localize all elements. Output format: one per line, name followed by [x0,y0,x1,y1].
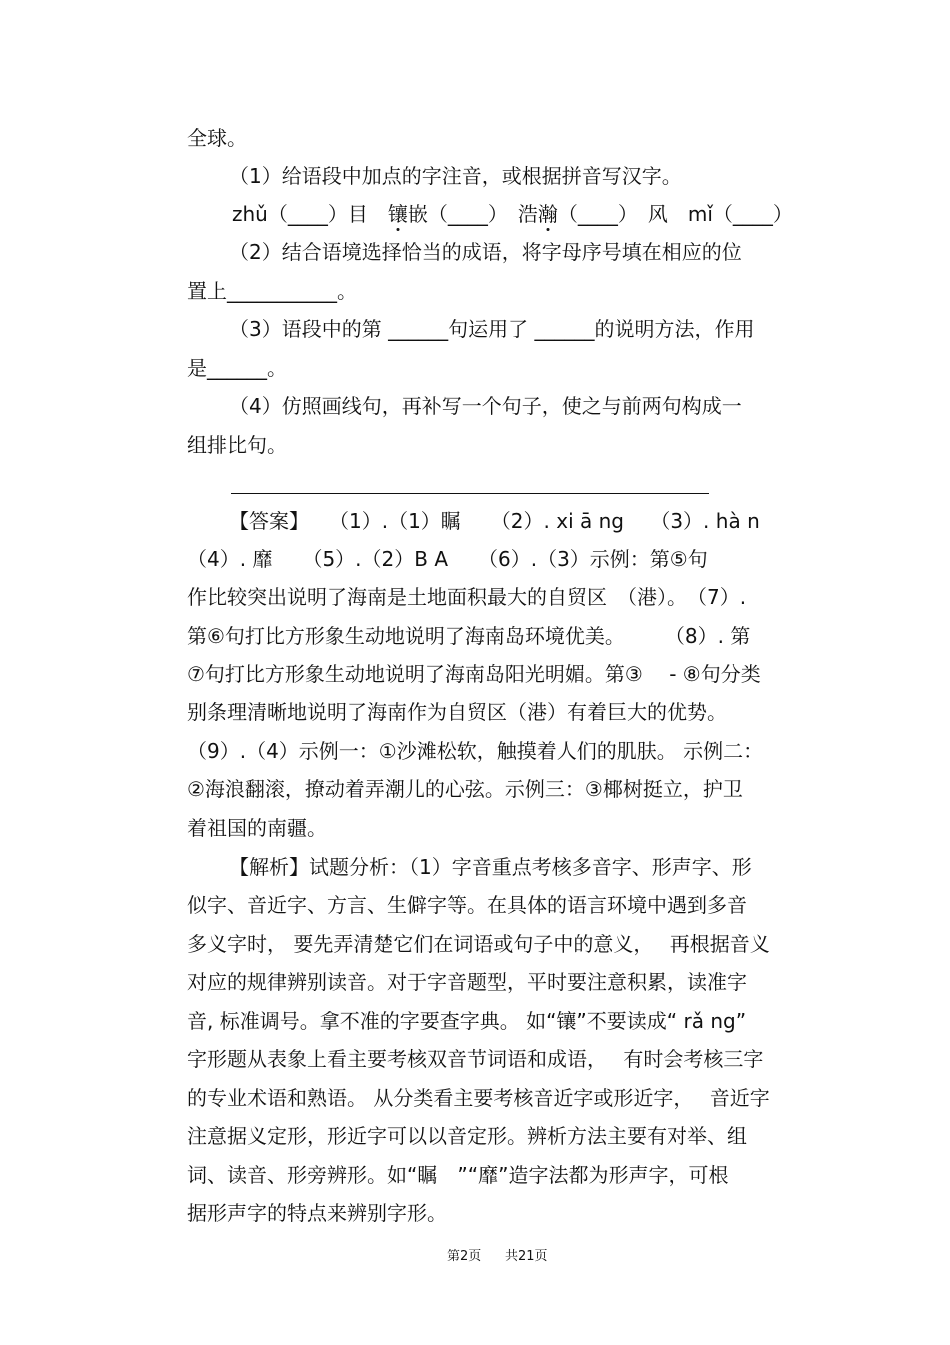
answer-line-1: 【答案】 （1）.（1）瞩 （2）. xi ā ng （3）. hà n [229,509,760,533]
analysis-line-6: 字形题从表象上看主要考核双音节词语和成语， 有时会考核三字 [187,1047,764,1071]
answer-line-2: （4）. 靡 （5）.（2）B A （6）.（3）示例：第⑤句 [187,547,708,571]
answer-line-9: 着祖国的南疆。 [187,816,327,840]
question-1-blanks [232,202,793,226]
question-4-cont: 组排比句。 [187,433,287,457]
analysis-line-1: 【解析】试题分析：（1）字音重点考核多音字、形声字、形 [229,855,752,879]
question-3: （3）语段中的第 ______句运用了 ______的说明方法，作用 [229,317,755,341]
answer-line-3: 作比较突出说明了海南是土地面积最大的自贸区 （港）。 （7）. [187,585,747,609]
question-1: （1）给语段中加点的字注音，或根据拼音写汉字。 [229,164,682,188]
answer-underline [231,493,709,494]
question-2-cont: 置上___________。 [187,279,357,303]
text-line-1: 全球。 [187,126,247,150]
blank-zhu: zhǔ（____）目 [232,202,388,226]
answer-line-4: 第⑥句打比方形象生动地说明了海南岛环境优美。 （8）. 第 [187,624,751,648]
answer-line-8: ②海浪翻滚，撩动着弄潮儿的心弦。示例三：③椰树挺立，护卫 [187,777,743,801]
analysis-line-3: 多义字时， 要先弄清楚它们在词语或句子中的意义， 再根据音义 [187,932,770,956]
blank-xiang: 嵌（____） 浩 [407,202,538,226]
page-total: 共21页 [505,1249,548,1264]
dotted-char-xiang: 镶 [387,202,408,226]
answer-line-7: （9）.（4）示例一：①沙滩松软，触摸着人们的肌肤。 示例二： [187,739,764,763]
question-3-cont: 是______。 [187,356,287,380]
question-4: （4）仿照画线句，再补写一个句子，使之与前两句构成一 [229,394,742,418]
analysis-line-8: 注意据义定形，形近字可以以音定形。辨析方法主要有对举、组 [187,1124,747,1148]
analysis-line-10: 据形声字的特点来辨别字形。 [187,1201,447,1225]
blank-han-mi: （____） 风 mǐ（____） [557,202,793,226]
analysis-line-9: 词、读音、形旁辨形。如“瞩 ”“靡”造字法都为形声字，可根 [187,1163,729,1187]
analysis-line-5: 音, 标准调号。拿不准的字要查字典。 如“镶”不要读成“ rǎ ng” [187,1009,747,1033]
page-number: 第2页 [447,1249,482,1264]
answer-line-5: ⑦句打比方形象生动地说明了海南岛阳光明媚。第③ - ⑧句分类 [187,662,761,686]
dotted-char-han: 瀚 [537,202,558,226]
analysis-line-2: 似字、音近字、方言、生僻字等。在具体的语言环境中遇到多音 [187,893,747,917]
analysis-line-7: 的专业术语和熟语。 从分类看主要考核音近字或形近字， 音近字 [187,1086,770,1110]
answer-line-6: 别条理清晰地说明了海南作为自贸区（港）有着巨大的优势。 [187,700,727,724]
question-2: （2）结合语境选择恰当的成语，将字母序号填在相应的位 [229,240,742,264]
analysis-line-4: 对应的规律辨别读音。对于字音题型，平时要注意积累，读准字 [187,970,747,994]
